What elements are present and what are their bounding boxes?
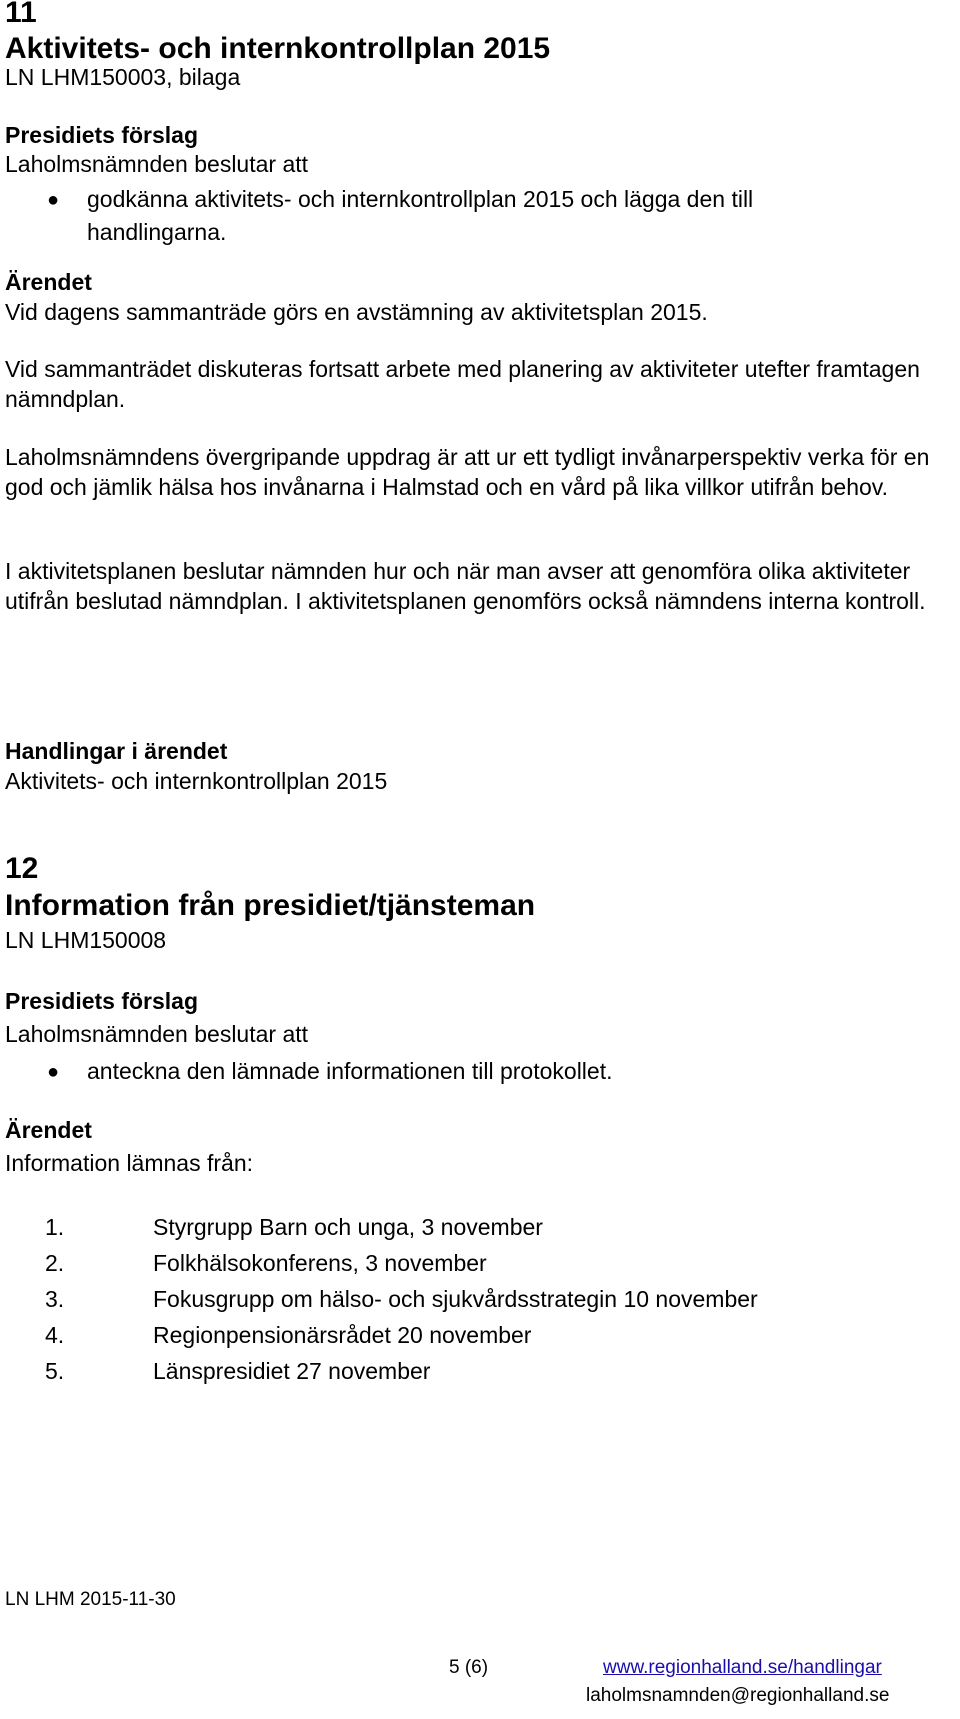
section-12-case-ref: LN LHM150008 — [5, 927, 167, 953]
list-item: Regionpensionärsrådet 20 november — [153, 1322, 532, 1348]
section-12-proposal-bullet: anteckna den lämnade informationen till protokollet. — [87, 1058, 613, 1084]
list-item: Fokusgrupp om hälso- och sjukvårdsstrategin 10 november — [153, 1286, 758, 1312]
section-11-paragraph-1: Vid dagens sammanträde görs en avstämning av aktivitetsplan 2015. — [5, 299, 708, 325]
footer-page-number: 5 (6) — [449, 1657, 489, 1678]
list-item: Folkhälsokonferens, 3 november — [153, 1250, 487, 1276]
section-12-number: 12 — [5, 852, 39, 885]
list-item-number: 4. — [45, 1322, 65, 1348]
section-12-proposal-intro: Laholmsnämnden beslutar att — [5, 1021, 309, 1047]
section-11-case-ref: LN LHM150003, bilaga — [5, 64, 241, 90]
list-item-number: 1. — [45, 1214, 65, 1240]
list-item: Styrgrupp Barn och unga, 3 november — [153, 1214, 543, 1240]
section-11-paragraph-3: Laholmsnämndens övergripande uppdrag är att ur ett tydligt invånarperspektiv verka för en god och jämlik hälsa hos invånarna i Halmstad och en vård på lika villkor utifrån behov. — [5, 444, 930, 500]
section-12-proposal-heading: Presidiets förslag — [5, 988, 199, 1014]
footer-email[interactable]: laholmsnamnden@regionhalland.se — [586, 1685, 890, 1706]
section-11-title: Aktivitets- och internkontrollplan 2015 — [5, 32, 551, 65]
section-11-paragraph-4: I aktivitetsplanen beslutar nämnden hur och när man avser att genomföra olika aktiviteter utifrån beslutad nämndplan. I aktivitetsplanen genomförs också nämndens interna kontroll. — [5, 558, 926, 614]
footer-doc-ref: LN LHM 2015-11-30 — [5, 1589, 176, 1610]
section-11-proposal-heading: Presidiets förslag — [5, 122, 199, 148]
section-11-number: 11 — [5, 0, 37, 29]
section-12-matter-heading: Ärendet — [5, 1117, 92, 1143]
section-12-info-intro: Information lämnas från: — [5, 1150, 254, 1176]
section-12-title: Information från presidiet/tjänsteman — [5, 889, 536, 922]
section-11-matter-heading: Ärendet — [5, 269, 92, 295]
section-11-documents-heading: Handlingar i ärendet — [5, 738, 228, 764]
section-11-proposal-bullet: godkänna aktivitets- och internkontrollplan 2015 och lägga den till handlingarna. — [87, 186, 754, 245]
list-item-number: 5. — [45, 1358, 65, 1384]
list-item: Länspresidiet 27 november — [153, 1358, 431, 1384]
bullet-icon: ● — [47, 189, 60, 211]
section-11-documents-item: Aktivitets- och internkontrollplan 2015 — [5, 768, 388, 794]
list-item-number: 2. — [45, 1250, 65, 1276]
section-11-paragraph-2: Vid sammanträdet diskuteras fortsatt arbete med planering av aktiviteter utefter framtagen nämndplan. — [5, 356, 920, 412]
section-11-proposal-intro: Laholmsnämnden beslutar att — [5, 151, 309, 177]
bullet-icon: ● — [47, 1061, 60, 1083]
footer-website-link[interactable]: www.regionhalland.se/handlingar — [603, 1657, 882, 1678]
list-item-number: 3. — [45, 1286, 65, 1312]
